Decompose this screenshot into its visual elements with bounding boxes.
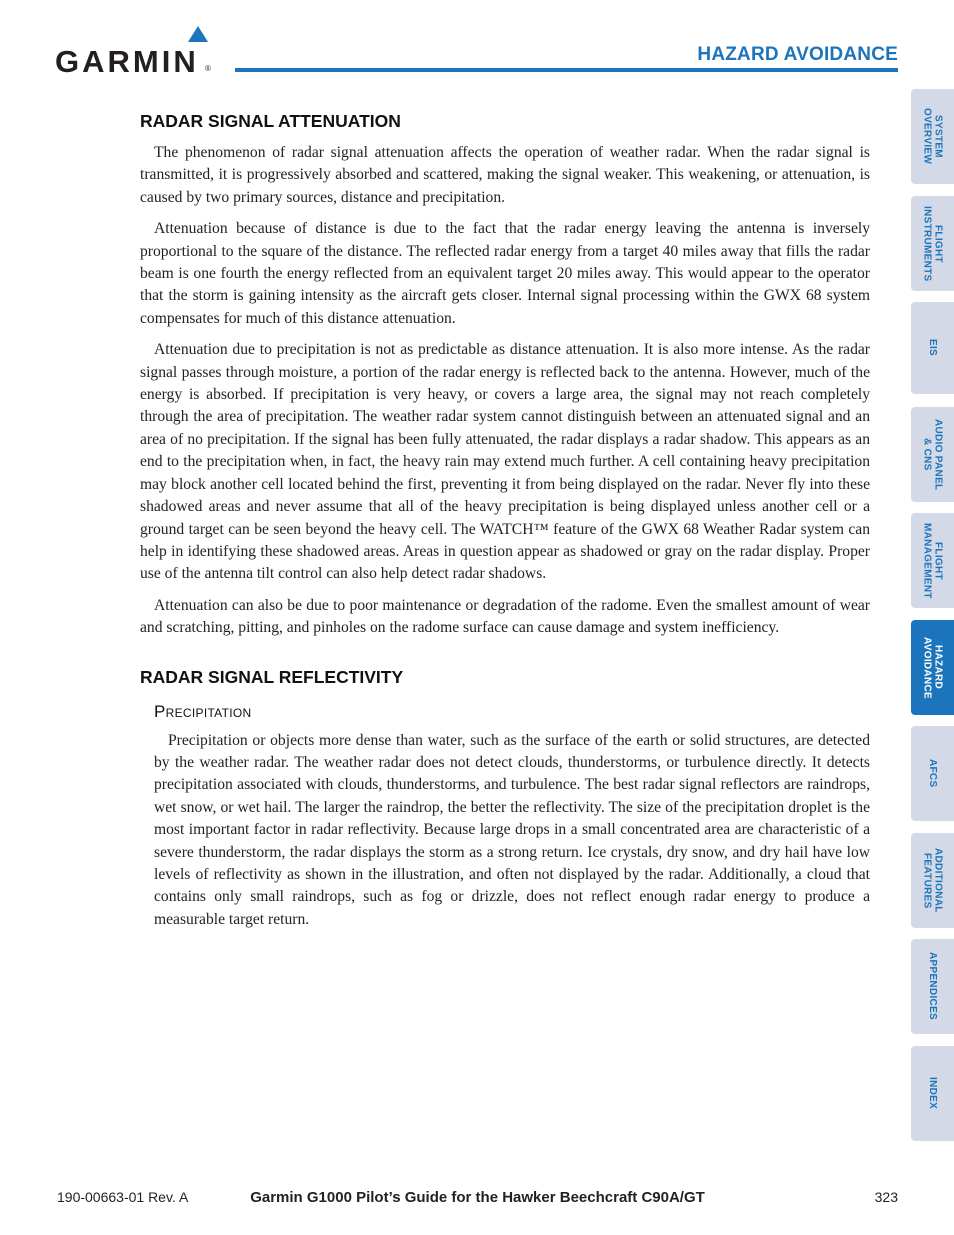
tab-system-overview[interactable] [911,89,954,184]
tab-flight-instruments[interactable] [911,196,954,291]
tab-label: SYSTEM OVERVIEW [921,108,944,165]
tab-appendices[interactable] [911,939,954,1034]
tab-label: AFCS [927,759,938,788]
page-footer [57,1189,898,1209]
tab-afcs[interactable] [911,726,954,821]
tab-label: HAZARD AVOIDANCE [921,636,944,699]
header-rule [235,68,898,72]
garmin-logo [55,24,220,79]
logo-registered-mark: ® [205,64,211,73]
paragraph: Precipitation or objects more dense than water, such as the surface of the earth or solid structures, are detected by the weather radar. The weather radar does not detect clouds, thunderstorms, or turbulence directly. It detects precipitation associated with clouds, thunderstorms, and turbulence. The best radar signal reflectors are raindrops, wet snow, or wet hail. The larger the raindrop, the better the reflectivity. The size of the precipitation droplet is the most important factor in radar reflectivity. Because large drops in a small concentrated area are characteristic of a severe thunderstorm, the radar displays the storm as a strong return. Ice crystals, dry snow, and dry hail have low levels of reflectivity as shown in the illustration, and often not displayed by the radar. Additionally, a cloud that contains only small raindrops, such as fog or drizzle, does not reflect enough radar energy to produce a measurable target return. [154,731,870,928]
subheading-precipitation: Precipitation [154,701,252,721]
tab-audio-panel-cns[interactable] [911,407,954,502]
paragraph: Attenuation due to precipitation is not as predictable as distance attenuation. It is also more intense. As the radar signal passes through moisture, a portion of the radar energy is reflected back to the antenna. However, much of the energy is absorbed. If precipitation is very heavy, or covers a large area, the signal may not reach completely through the area of precipitation. The weather radar system cannot distinguish between an attenuated signal and an area of no precipitation. If the signal has been fully attenuated, the radar displays a radar shadow. This appears as an end to the precipitation when, in fact, the heavy rain may extend much further. A cell containing heavy precipitation may block another cell located behind the first, preventing it from being displayed on the radar. Never fly into these shadowed areas and never assume that all of the heavy precipitation is being displayed unless another cell or a ground target can be seen beyond the heavy cell. The WATCH™ feature of the GWX 68 Weather Radar system can help in identifying these shadowed areas. Areas in question appear as shadowed or gray on the radar display. Proper use of the antenna tilt control can also help detect radar shadows. [140,341,870,583]
paragraph: Attenuation because of distance is due to the fact that the radar energy leaving the antenna is inversely proportional to the square of the distance. The reflected radar energy from a target 40 miles away that fills the radar beam is one fourth the energy reflected from an equivalent target 20 miles away. This would appear to the operator that the storm is gaining intensity as the aircraft gets closer. Internal signal processing within the GWX 68 system compensates for much of this distance attenuation. [140,220,870,327]
main-content [140,108,870,940]
heading-radar-signal-attenuation: RADAR SIGNAL ATTENUATION [140,111,401,131]
tab-label: APPENDICES [927,952,938,1021]
paragraph: Attenuation can also be due to poor maintenance or degradation of the radome. Even the smallest amount of wear and scratching, pitting, and pinholes on the radome surface can cause damage and system inefficiency. [140,596,870,637]
tab-label: INDEX [927,1077,938,1110]
tab-flight-management[interactable] [911,513,954,608]
tab-index[interactable] [911,1046,954,1141]
guide-title: Garmin G1000 Pilot’s Guide for the Hawker Beechcraft C90A/GT [250,1189,705,1206]
tab-label: FLIGHT MANAGEMENT [921,522,944,599]
tab-label: FLIGHT INSTRUMENTS [921,205,944,282]
paragraph: The phenomenon of radar signal attenuation affects the operation of weather radar. When the radar signal is transmitted, it is progressively absorbed and scattered, making the signal weaker. This weakening, or attenuation, is caused by two primary sources, distance and precipitation. [140,144,870,206]
logo-text: GARMIN [55,44,199,79]
tab-additional-features[interactable] [911,833,954,928]
section-title: HAZARD AVOIDANCE [697,44,898,65]
garmin-triangle-icon [188,26,208,42]
heading-radar-signal-reflectivity: RADAR SIGNAL REFLECTIVITY [140,666,404,687]
tab-eis[interactable] [911,302,954,394]
page-number: 323 [874,1189,898,1205]
tab-hazard-avoidance[interactable] [911,620,954,715]
tab-label: EIS [927,339,938,357]
document-number: 190-00663-01 Rev. A [57,1189,189,1205]
tab-label: AUDIO PANEL & CNS [921,418,944,491]
tab-label: ADDITIONAL FEATURES [921,848,944,913]
